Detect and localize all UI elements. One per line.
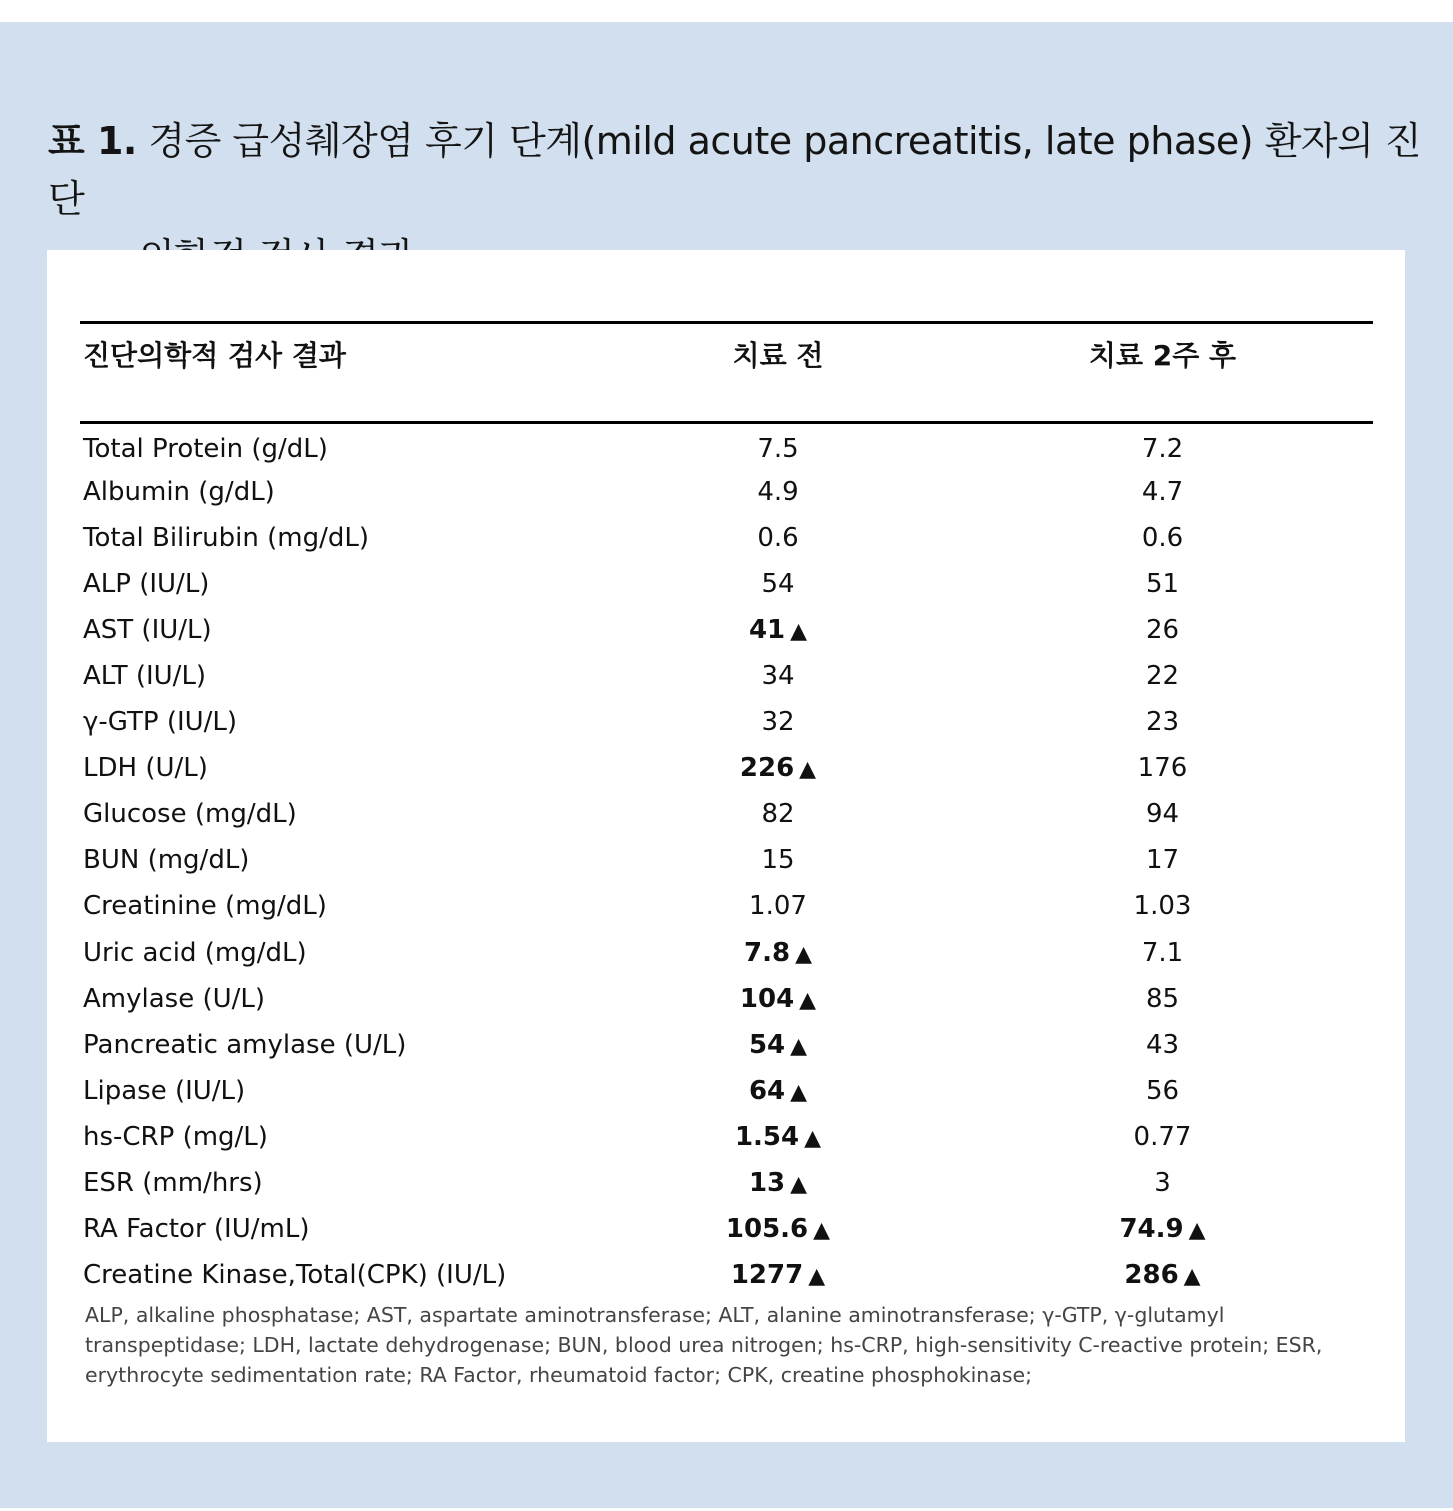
before-value: 105.6: [725, 1214, 809, 1245]
test-name-cell: Lipase (IU/L): [83, 1075, 246, 1106]
before-value-cell: [604, 930, 952, 976]
after-value-cell: [952, 837, 1373, 883]
after-value-cell: [952, 607, 1373, 653]
before-value-cell: [604, 515, 952, 561]
before-value: 104: [739, 983, 795, 1014]
before-value: 41: [748, 614, 786, 645]
table-row: [80, 1068, 1373, 1114]
after-value-cell: [952, 423, 1373, 469]
before-value: 0.6: [757, 522, 799, 553]
table-row: [80, 837, 1373, 883]
before-value-cell: [604, 561, 952, 607]
before-value: 54: [761, 568, 795, 599]
test-name-cell: Creatinine (mg/dL): [83, 891, 327, 922]
test-name-cell: ALT (IU/L): [83, 661, 207, 692]
after-value: 7.2: [1141, 434, 1184, 465]
before-value: 34: [761, 661, 795, 692]
lab-results-table: [80, 321, 1373, 1298]
after-value-cell: [952, 976, 1373, 1022]
before-value-cell: [604, 423, 952, 469]
test-name-cell: hs-CRP (mg/L): [83, 1121, 268, 1152]
test-name-cell: Uric acid (mg/dL): [83, 937, 307, 968]
after-value: 0.77: [1133, 1121, 1192, 1152]
after-value: 4.7: [1141, 476, 1184, 507]
after-value: 1.03: [1133, 891, 1192, 922]
table-row: [80, 1252, 1373, 1298]
after-value-cell: [952, 791, 1373, 837]
table-header-row: [80, 323, 1373, 423]
before-value-cell: [604, 1206, 952, 1252]
before-value-cell: [604, 976, 952, 1022]
table-footnote: ALP, alkaline phosphatase; AST, aspartate aminotransferase; ALT, alanine aminotransferase; γ-GTP, γ-glutamyl transpeptidase; LDH, lactate dehydrogenase; BUN, blood urea nitrogen; hs-CRP, high-sensitivity C-reactive protein; ESR, erythrocyte sedimentation rate; RA Factor, rheumatoid factor; CPK, creatine phosphokinase;: [85, 1303, 1323, 1387]
before-value-cell: [604, 1252, 952, 1298]
table-row: [80, 1114, 1373, 1160]
test-name-cell: ALP (IU/L): [83, 568, 210, 599]
after-value-cell: [952, 930, 1373, 976]
high-flag-icon: ▲: [804, 1125, 822, 1151]
test-name-cell: Albumin (g/dL): [83, 476, 275, 507]
after-value: 176: [1137, 753, 1188, 784]
after-value: 0.6: [1141, 522, 1184, 553]
high-flag-icon: ▲: [808, 1264, 826, 1290]
before-value: 32: [761, 707, 795, 738]
test-name-cell: Amylase (U/L): [83, 983, 266, 1014]
before-value: 82: [761, 799, 795, 830]
table-row: [80, 791, 1373, 837]
after-value: 23: [1145, 707, 1180, 738]
test-name-cell: BUN (mg/dL): [83, 845, 250, 876]
test-name-cell: Glucose (mg/dL): [83, 799, 297, 830]
after-value: 17: [1145, 845, 1180, 876]
table-row: [80, 561, 1373, 607]
high-flag-icon: ▲: [790, 1079, 808, 1105]
table-row: [80, 699, 1373, 745]
table-row: [80, 1160, 1373, 1206]
caption-line-1: 경증 급성췌장염 후기 단계(mild acute pancreatitis, late phase) 환자의 진단: [48, 119, 1422, 221]
before-value-cell: [604, 1160, 952, 1206]
after-value: 51: [1145, 568, 1180, 599]
header-before-treatment: 치료 전: [604, 323, 952, 423]
table-row: [80, 653, 1373, 699]
before-value: 1277: [730, 1260, 804, 1291]
after-value-cell: [952, 561, 1373, 607]
after-value: 56: [1145, 1075, 1180, 1106]
after-value-cell: [952, 1068, 1373, 1114]
before-value-cell: [604, 699, 952, 745]
after-value-cell: [952, 699, 1373, 745]
before-value: 226: [739, 753, 795, 784]
test-name-cell: ESR (mm/hrs): [83, 1168, 263, 1199]
before-value-cell: [604, 1114, 952, 1160]
before-value: 13: [748, 1168, 786, 1199]
table-row: [80, 515, 1373, 561]
before-value-cell: [604, 837, 952, 883]
before-value-cell: [604, 1022, 952, 1068]
after-value: 85: [1145, 983, 1180, 1014]
after-value-cell: [952, 653, 1373, 699]
test-name-cell: Pancreatic amylase (U/L): [83, 1029, 407, 1060]
test-name-cell: LDH (U/L): [83, 753, 208, 784]
table-card: [47, 250, 1405, 1442]
after-value: 3: [1154, 1168, 1171, 1199]
high-flag-icon: ▲: [790, 618, 808, 644]
header-after-2-weeks: 치료 2주 후: [952, 323, 1373, 423]
after-value: 22: [1145, 661, 1180, 692]
after-value-cell: [952, 745, 1373, 791]
table-row: [80, 1206, 1373, 1252]
test-name-cell: Total Bilirubin (mg/dL): [83, 522, 369, 553]
after-value-cell: [952, 1114, 1373, 1160]
test-name-cell: γ-GTP (IU/L): [83, 707, 238, 738]
test-name-cell: AST (IU/L): [83, 614, 212, 645]
high-flag-icon: ▲: [1183, 1264, 1201, 1290]
table-row: [80, 1022, 1373, 1068]
after-value-cell: [952, 883, 1373, 929]
after-value: 43: [1145, 1029, 1180, 1060]
table-body: [80, 423, 1373, 1299]
test-name-cell: RA Factor (IU/mL): [83, 1214, 310, 1245]
before-value-cell: [604, 653, 952, 699]
before-value: 64: [748, 1075, 786, 1106]
after-value: 26: [1145, 614, 1180, 645]
table-row: [80, 883, 1373, 929]
test-name-cell: Total Protein (g/dL): [83, 434, 328, 465]
after-value: 74.9: [1119, 1214, 1184, 1245]
before-value-cell: [604, 607, 952, 653]
before-value-cell: [604, 791, 952, 837]
after-value-cell: [952, 1252, 1373, 1298]
before-value: 1.54: [734, 1121, 800, 1152]
before-value: 15: [761, 845, 795, 876]
after-value-cell: [952, 1206, 1373, 1252]
before-value: 7.5: [757, 434, 799, 465]
after-value: 7.1: [1141, 937, 1184, 968]
table-row: [80, 423, 1373, 469]
before-value-cell: [604, 469, 952, 515]
table-row: [80, 607, 1373, 653]
table-row: [80, 469, 1373, 515]
before-value: 1.07: [749, 891, 807, 922]
header-test: 진단의학적 검사 결과: [80, 323, 604, 423]
high-flag-icon: ▲: [799, 757, 817, 783]
after-value-cell: [952, 1160, 1373, 1206]
high-flag-icon: ▲: [813, 1218, 831, 1244]
before-value-cell: [604, 745, 952, 791]
after-value-cell: [952, 1022, 1373, 1068]
after-value-cell: [952, 469, 1373, 515]
table-row: [80, 745, 1373, 791]
high-flag-icon: ▲: [1188, 1218, 1206, 1244]
table-row: [80, 976, 1373, 1022]
before-value: 7.8: [744, 937, 791, 968]
caption-label: 표 1.: [48, 119, 137, 163]
high-flag-icon: ▲: [795, 941, 812, 967]
before-value-cell: [604, 1068, 952, 1114]
before-value: 4.9: [757, 476, 799, 507]
high-flag-icon: ▲: [790, 1033, 808, 1059]
before-value: 54: [748, 1029, 786, 1060]
test-name-cell: Creatine Kinase,Total(CPK) (IU/L): [83, 1260, 507, 1291]
after-value: 94: [1145, 799, 1180, 830]
before-value-cell: [604, 883, 952, 929]
after-value-cell: [952, 515, 1373, 561]
table-row: [80, 930, 1373, 976]
high-flag-icon: ▲: [799, 987, 817, 1013]
high-flag-icon: ▲: [790, 1172, 808, 1198]
after-value: 286: [1124, 1260, 1179, 1291]
